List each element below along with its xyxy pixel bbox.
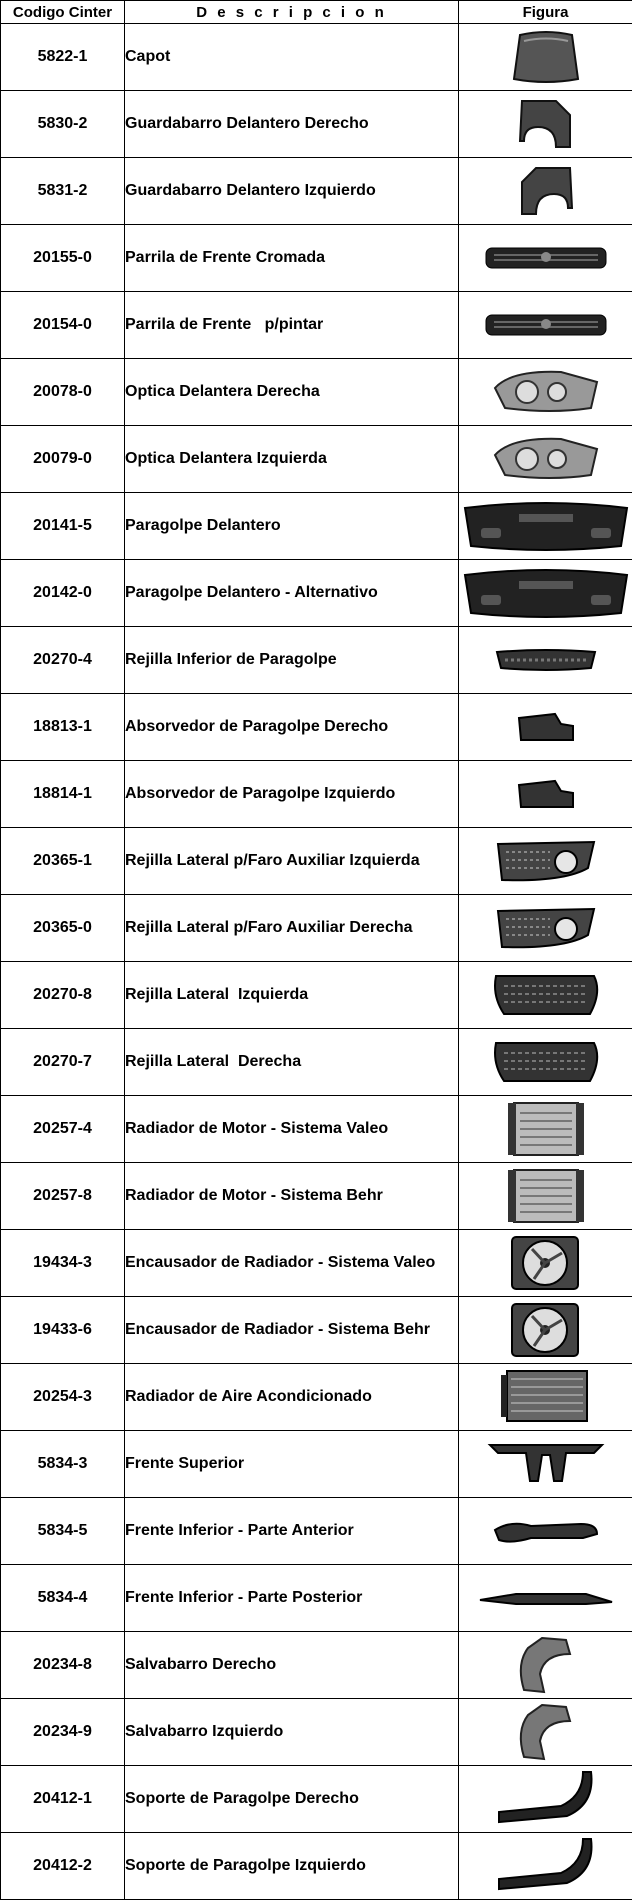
fog-grille-icon: [459, 905, 632, 951]
part-code: 5822-1: [1, 24, 125, 91]
part-description: Salvabarro Izquierdo: [125, 1699, 459, 1766]
splash-guard-icon: [459, 1634, 632, 1696]
lower-grille-icon: [459, 648, 632, 672]
part-code: 5831-2: [1, 158, 125, 225]
radiator-icon: [459, 1099, 632, 1159]
radiator-icon: [459, 1166, 632, 1226]
part-figure: [459, 1096, 632, 1163]
part-description: Absorvedor de Paragolpe Derecho: [125, 694, 459, 761]
part-figure: [459, 1364, 632, 1431]
table-row: [1, 1364, 632, 1431]
part-description: Paragolpe Delantero - Alternativo: [125, 560, 459, 627]
part-figure: [459, 962, 632, 1029]
part-code: 18814-1: [1, 761, 125, 828]
part-code: 5834-5: [1, 1498, 125, 1565]
table-row: [1, 1297, 632, 1364]
part-description: Encausador de Radiador - Sistema Valeo: [125, 1230, 459, 1297]
part-figure: [459, 828, 632, 895]
part-description: Encausador de Radiador - Sistema Behr: [125, 1297, 459, 1364]
part-code: 5834-3: [1, 1431, 125, 1498]
part-code: 20270-8: [1, 962, 125, 1029]
side-grille-icon: [459, 972, 632, 1018]
part-figure: [459, 1766, 632, 1833]
part-figure: [459, 1431, 632, 1498]
table-row: [1, 1029, 632, 1096]
table-row: [1, 1230, 632, 1297]
part-figure: [459, 1833, 632, 1900]
part-figure: [459, 694, 632, 761]
part-figure: [459, 1297, 632, 1364]
part-code: 20412-2: [1, 1833, 125, 1900]
part-figure: [459, 24, 632, 91]
part-code: 20257-8: [1, 1163, 125, 1230]
table-row: [1, 1699, 632, 1766]
table-row: [1, 828, 632, 895]
part-figure: [459, 493, 632, 560]
bumper-icon: [459, 565, 632, 621]
bumper-bracket-icon: [459, 1768, 632, 1830]
part-description: Frente Superior: [125, 1431, 459, 1498]
part-figure: [459, 761, 632, 828]
part-code: 18813-1: [1, 694, 125, 761]
part-description: Rejilla Lateral p/Faro Auxiliar Izquierda: [125, 828, 459, 895]
part-figure: [459, 1699, 632, 1766]
part-code: 20412-1: [1, 1766, 125, 1833]
part-figure: [459, 426, 632, 493]
absorber-icon: [459, 777, 632, 811]
table-row: [1, 426, 632, 493]
table-row: [1, 158, 632, 225]
hood-icon: [459, 29, 632, 85]
part-figure: [459, 158, 632, 225]
part-description: Capot: [125, 24, 459, 91]
headlight-icon: [459, 368, 632, 416]
part-description: Rejilla Inferior de Paragolpe: [125, 627, 459, 694]
table-row: [1, 225, 632, 292]
part-description: Absorvedor de Paragolpe Izquierdo: [125, 761, 459, 828]
header-code: Codigo Cinter: [1, 1, 125, 24]
part-figure: [459, 1565, 632, 1632]
table-row: [1, 24, 632, 91]
fog-grille-icon: [459, 838, 632, 884]
part-description: Rejilla Lateral Derecha: [125, 1029, 459, 1096]
part-description: Guardabarro Delantero Izquierdo: [125, 158, 459, 225]
part-description: Parrila de Frente Cromada: [125, 225, 459, 292]
fan-shroud-icon: [459, 1233, 632, 1293]
part-figure: [459, 91, 632, 158]
header-row: [1, 1, 632, 24]
upper-frame-icon: [459, 1441, 632, 1487]
part-code: 20079-0: [1, 426, 125, 493]
part-code: 20234-9: [1, 1699, 125, 1766]
absorber-icon: [459, 710, 632, 744]
fender-left-icon: [459, 164, 632, 218]
grille-icon: [459, 312, 632, 338]
table-row: [1, 1431, 632, 1498]
part-description: Parrila de Frente p/pintar: [125, 292, 459, 359]
table-row: [1, 962, 632, 1029]
table-row: [1, 895, 632, 962]
part-description: Rejilla Lateral Izquierda: [125, 962, 459, 1029]
part-code: 20365-1: [1, 828, 125, 895]
part-description: Frente Inferior - Parte Anterior: [125, 1498, 459, 1565]
table-row: [1, 292, 632, 359]
part-code: 19434-3: [1, 1230, 125, 1297]
part-description: Radiador de Aire Acondicionado: [125, 1364, 459, 1431]
grille-icon: [459, 245, 632, 271]
table-row: [1, 694, 632, 761]
fan-shroud-icon: [459, 1300, 632, 1360]
part-code: 20365-0: [1, 895, 125, 962]
part-description: Optica Delantera Derecha: [125, 359, 459, 426]
part-description: Optica Delantera Izquierda: [125, 426, 459, 493]
part-code: 20254-3: [1, 1364, 125, 1431]
table-row: [1, 359, 632, 426]
part-description: Guardabarro Delantero Derecho: [125, 91, 459, 158]
part-code: 20141-5: [1, 493, 125, 560]
bumper-icon: [459, 498, 632, 554]
table-row: [1, 1565, 632, 1632]
part-description: Rejilla Lateral p/Faro Auxiliar Derecha: [125, 895, 459, 962]
part-figure: [459, 1029, 632, 1096]
part-figure: [459, 1230, 632, 1297]
side-grille-icon: [459, 1039, 632, 1085]
fender-right-icon: [459, 97, 632, 151]
header-figure: Figura: [459, 1, 632, 24]
lower-bar-icon: [459, 1584, 632, 1612]
part-code: 5834-4: [1, 1565, 125, 1632]
part-code: 20155-0: [1, 225, 125, 292]
table-row: [1, 1766, 632, 1833]
lower-frame-icon: [459, 1516, 632, 1546]
table-row: [1, 1163, 632, 1230]
part-description: Frente Inferior - Parte Posterior: [125, 1565, 459, 1632]
bumper-bracket-icon: [459, 1835, 632, 1897]
part-code: 19433-6: [1, 1297, 125, 1364]
part-code: 20270-7: [1, 1029, 125, 1096]
part-description: Radiador de Motor - Sistema Behr: [125, 1163, 459, 1230]
part-description: Soporte de Paragolpe Derecho: [125, 1766, 459, 1833]
headlight-icon: [459, 435, 632, 483]
part-figure: [459, 225, 632, 292]
part-description: Soporte de Paragolpe Izquierdo: [125, 1833, 459, 1900]
table-row: [1, 493, 632, 560]
part-code: 20078-0: [1, 359, 125, 426]
part-code: 5830-2: [1, 91, 125, 158]
table-row: [1, 91, 632, 158]
header-description: D e s c r i p c i o n: [125, 1, 459, 24]
part-description: Salvabarro Derecho: [125, 1632, 459, 1699]
part-figure: [459, 1498, 632, 1565]
part-figure: [459, 359, 632, 426]
table-row: [1, 1096, 632, 1163]
part-figure: [459, 560, 632, 627]
part-code: 20142-0: [1, 560, 125, 627]
part-code: 20234-8: [1, 1632, 125, 1699]
table-row: [1, 761, 632, 828]
part-code: 20270-4: [1, 627, 125, 694]
table-row: [1, 1498, 632, 1565]
table-row: [1, 560, 632, 627]
table-row: [1, 627, 632, 694]
part-description: Radiador de Motor - Sistema Valeo: [125, 1096, 459, 1163]
table-row: [1, 1632, 632, 1699]
part-figure: [459, 895, 632, 962]
splash-guard-icon: [459, 1701, 632, 1763]
condenser-icon: [459, 1367, 632, 1427]
table-row: [1, 1833, 632, 1900]
part-figure: [459, 292, 632, 359]
part-description: Paragolpe Delantero: [125, 493, 459, 560]
part-figure: [459, 1632, 632, 1699]
part-code: 20154-0: [1, 292, 125, 359]
part-figure: [459, 1163, 632, 1230]
part-figure: [459, 627, 632, 694]
part-code: 20257-4: [1, 1096, 125, 1163]
